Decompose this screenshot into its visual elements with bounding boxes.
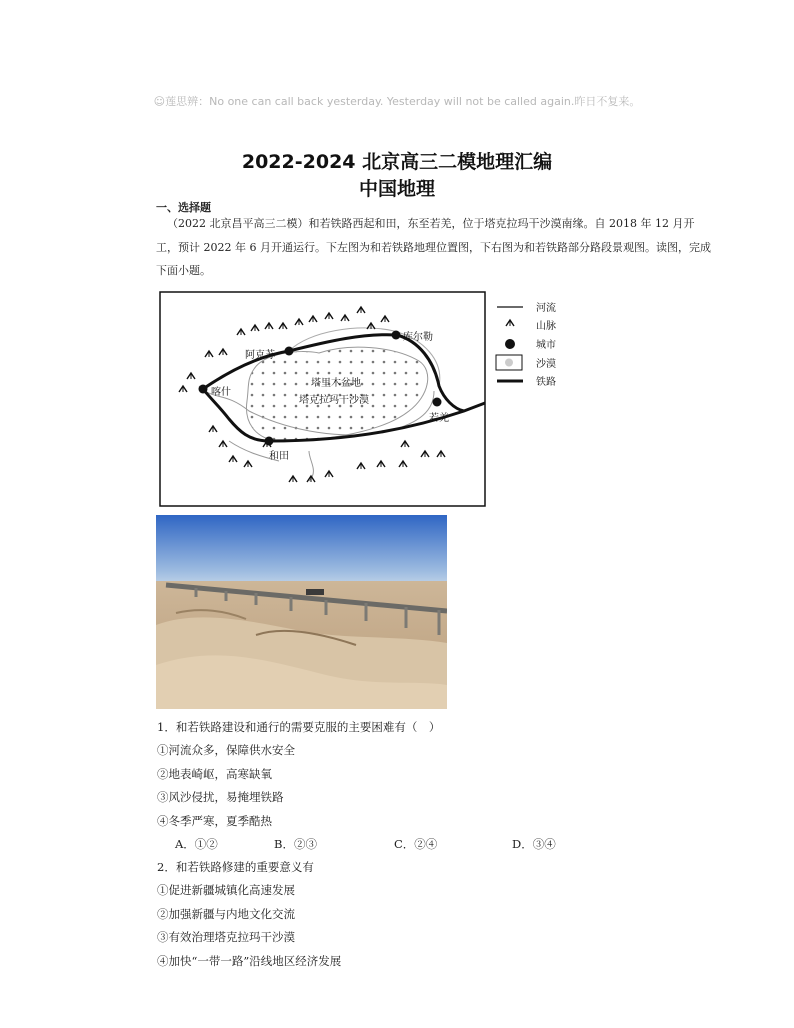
option-b[interactable]: B．②③	[274, 837, 317, 851]
question-1-item-2: ②地表崎岖，高寒缺氧	[157, 767, 272, 781]
document-title: 2022-2024 北京高三二模地理汇编	[241, 151, 553, 173]
city-ruoqiang	[433, 398, 442, 407]
label-aksu: 阿克苏	[245, 350, 275, 361]
label-basin: 塔里木盆地	[311, 378, 361, 389]
city-kashgar	[199, 385, 208, 394]
question-intro: （2022 北京昌平高三二模）和若铁路西起和田，东至若羌，位于塔克拉玛干沙漠南缘。自 2018 年 12 月开工，预计 2022 年 6 月开通运行。下左图为和若铁路地理位置图，下右图为和若铁路部分路段景观图。读图，完成下面小题。	[156, 217, 711, 277]
question-2-item-4: ④加快“一带一路”沿线地区经济发展	[157, 954, 342, 968]
document-subtitle: 中国地理	[358, 178, 435, 200]
question-2-item-1: ①促进新疆城镇化高速发展	[157, 883, 295, 897]
legend-desert: 沙漠	[536, 359, 556, 370]
question-1-options	[175, 836, 595, 852]
label-ruoqiang: 若羌	[429, 413, 449, 424]
legend-city: 城市	[536, 340, 556, 351]
label-hotan: 和田	[269, 451, 289, 462]
watermark-text: ☺莲思辨：No one can call back yesterday. Yesterday will not be called again.昨日不复来。	[153, 95, 641, 108]
city-aksu	[285, 347, 294, 356]
map-legend	[496, 301, 556, 388]
question-2-item-2: ②加强新疆与内地文化交流	[157, 907, 295, 921]
option-d[interactable]: D．③④	[512, 837, 556, 851]
question-2-stem: 2．和若铁路修建的重要意义有	[157, 860, 314, 874]
option-a[interactable]: A．①②	[175, 837, 218, 851]
question-1-item-1: ①河流众多，保障供水安全	[157, 743, 295, 757]
legend-railway: 铁路	[536, 377, 556, 388]
railway-landscape-photo	[156, 515, 447, 709]
question-1-item-3: ③风沙侵扰，易掩埋铁路	[157, 790, 284, 804]
city-korla	[392, 331, 401, 340]
legend-mountain: 山脉	[536, 321, 556, 332]
label-desert: 塔克拉玛干沙漠	[299, 395, 369, 406]
option-c[interactable]: C．②④	[394, 837, 438, 851]
question-2-item-3: ③有效治理塔克拉玛干沙漠	[157, 930, 295, 944]
city-hotan	[265, 437, 274, 446]
legend-river: 河流	[536, 303, 556, 314]
label-kashgar: 喀什	[211, 387, 231, 398]
question-1-item-4: ④冬季严寒，夏季酷热	[157, 814, 272, 828]
section-heading: 一、选择题	[156, 201, 211, 214]
question-1-stem: 1．和若铁路建设和通行的需要克服的主要困难有（ ）	[157, 720, 441, 734]
railway-location-map	[159, 291, 569, 509]
label-korla: 库尔勒	[403, 332, 433, 343]
